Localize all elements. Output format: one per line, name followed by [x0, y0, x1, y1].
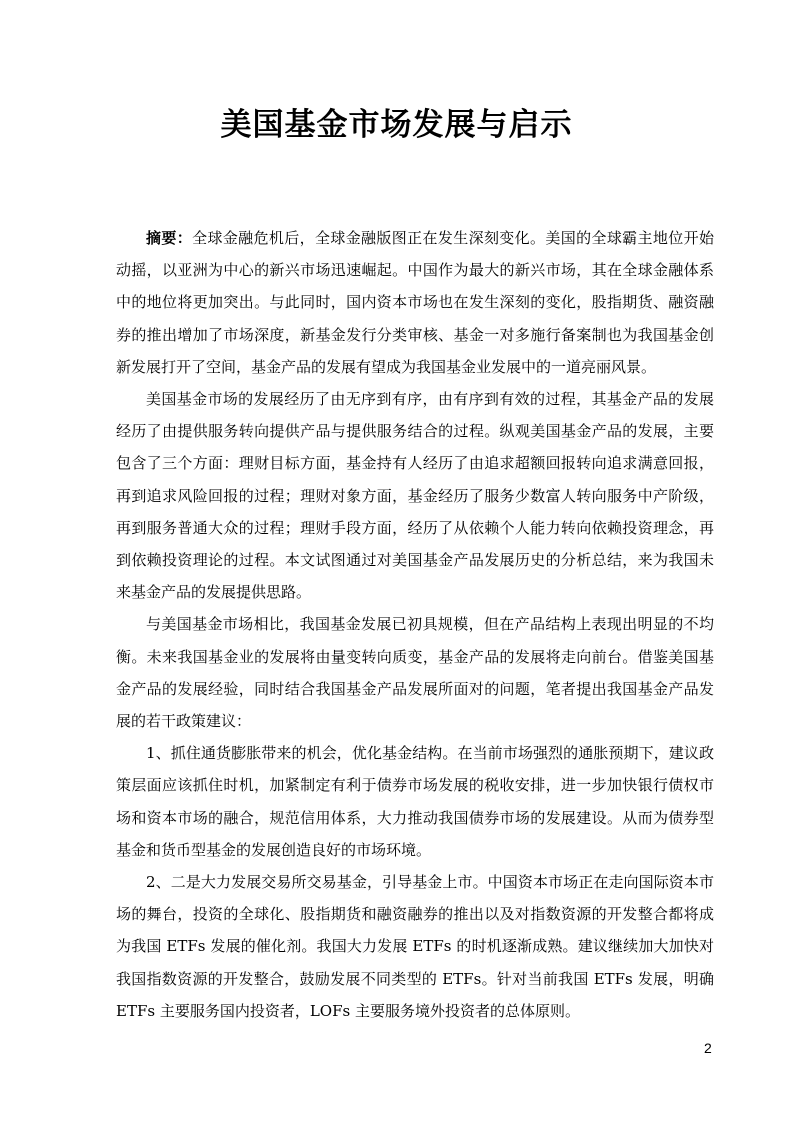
page-number: 2	[704, 1040, 712, 1056]
document-title: 美国基金市场发展与启示	[220, 106, 573, 143]
abstract-label: 摘要：	[146, 229, 193, 247]
document-body	[116, 222, 714, 1027]
abstract-text: 全球金融危机后，全球金融版图正在发生深刻变化。美国的全球霸主地位开始动摇，以亚洲为中心的新兴市场迅速崛起。中国作为最大的新兴市场，其在全球金融体系中的地位将更加突出。与此同时，国内资本市场也在发生深刻的变化，股指期货、融资融券的推出增加了市场深度，新基金发行分类审核、基金一对多施行备案制也为我国基金创新发展打开了空间，基金产品的发展有望成为我国基金业发展中的一道亮丽风景。	[116, 229, 714, 376]
paragraph-comparison: 与美国基金市场相比，我国基金发展已初具规模，但在产品结构上表现出明显的不均衡。未来我国基金业的发展将由量变转向质变，基金产品的发展将走向前台。借鉴美国基金产品的发展经验，同时结合我国基金产品发展所面对的问题，笔者提出我国基金产品发展的若干政策建议：	[116, 615, 714, 731]
abstract-paragraph	[116, 222, 714, 383]
paragraph-suggestion-1: 1、抓住通货膨胀带来的机会，优化基金结构。在当前市场强烈的通胀预期下，建议政策层面应该抓住时机，加紧制定有利于债券市场发展的税收安排，进一步加快银行债权市场和资本市场的融合，规范信用体系，大力推动我国债券市场的发展建设。从而为债券型基金和货币型基金的发展创造良好的市场环境。	[116, 744, 714, 859]
paragraph-suggestion-2: 2、二是大力发展交易所交易基金，引导基金上市。中国资本市场正在走向国际资本市场的舞台，投资的全球化、股指期货和融资融券的推出以及对指数资源的开发整合都将成为我国 ETFs 发展的催化剂。我国大力发展 ETFs 的时机逐渐成熟。建议继续加大加快对我国指数资源的开发整合，鼓励发展不同类型的 ETFs。针对当前我国 ETFs 发展，明确 ETFs 主要服务国内投资者，LOFs 主要服务境外投资者的总体原则。	[116, 873, 714, 1020]
paragraph-development-history: 美国基金市场的发展经历了由无序到有序，由有序到有效的过程，其基金产品的发展经历了由提供服务转向提供产品与提供服务结合的过程。纵观美国基金产品的发展，主要包含了三个方面：理财目标方面，基金持有人经历了由追求超额回报转向追求满意回报，再到追求风险回报的过程；理财对象方面，基金经历了服务少数富人转向服务中产阶级，再到服务普通大众的过程；理财手段方面，经历了从依赖个人能力转向依赖投资理念，再到依赖投资理论的过程。本文试图通过对美国基金产品发展历史的分析总结，来为我国未来基金产品的发展提供思路。	[116, 390, 714, 602]
